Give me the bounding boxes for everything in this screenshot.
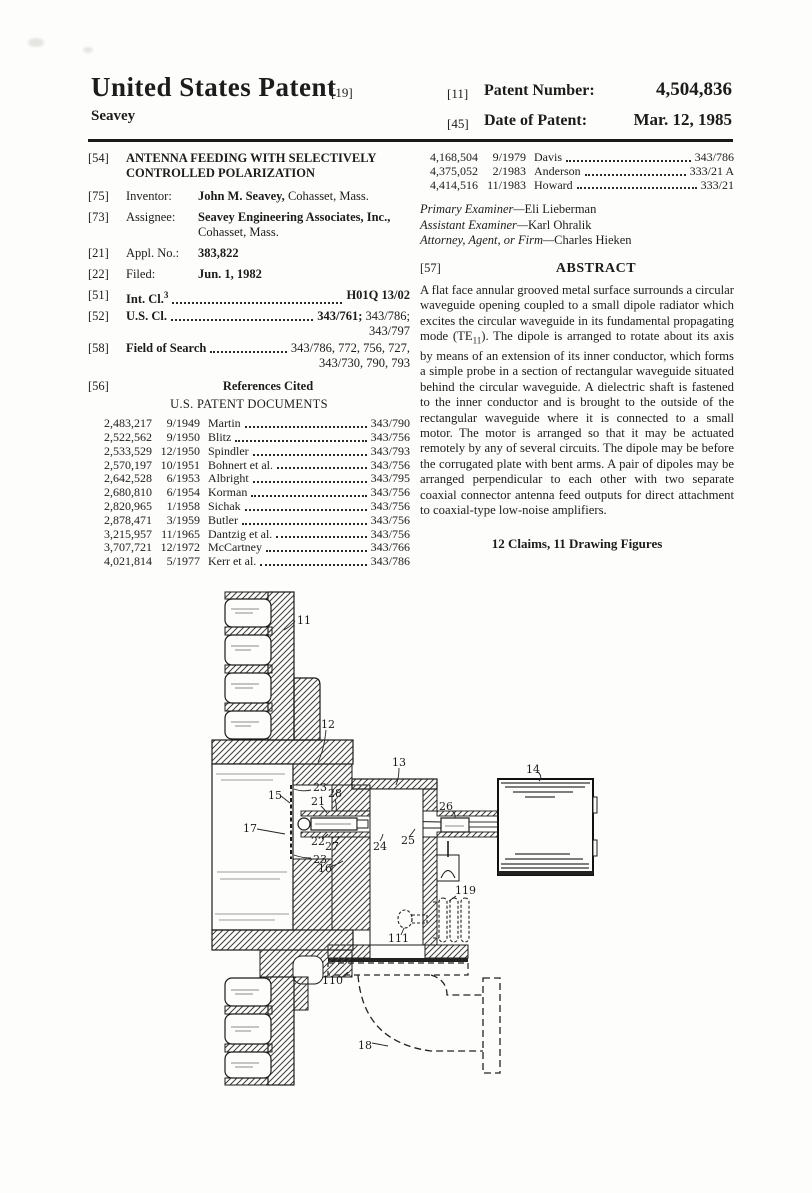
scan-smudge bbox=[83, 47, 93, 53]
us-cl-value-rest: 343/786; bbox=[362, 309, 410, 324]
table-row: 3,707,721 12/1972 McCartney 343/766 bbox=[104, 540, 410, 555]
inventor-surname: Seavey bbox=[91, 108, 136, 124]
ref-numeral-17: 17 bbox=[243, 822, 257, 835]
references-heading-row bbox=[88, 379, 410, 397]
ref-numeral-11: 11 bbox=[297, 614, 311, 627]
spring-coil bbox=[461, 898, 469, 942]
dashed-waveguide-bend bbox=[358, 975, 500, 1073]
us-patent-documents-heading: U.S. PATENT DOCUMENTS bbox=[170, 397, 328, 412]
te-mode-subscript: 11 bbox=[472, 335, 482, 346]
field-tag-45: [45] bbox=[447, 116, 469, 131]
filed-label: Filed: bbox=[126, 267, 156, 281]
primary-examiner: Primary Examiner—Eli Lieberman bbox=[420, 202, 597, 217]
field-tag: [54] bbox=[88, 151, 109, 165]
abstract-text: A flat face annular grooved metal surface surrounds a circular waveguide opening coupled to a small dipole radiator which excites the circular waveguide in its fundamental propagating mode $(TE_{11})$. The dipole is arranged to rotate about its axis by means of an extension of its inner conductor, which forms a simple probe in a section of rectangular waveguide situated behind the circular waveguide. A dielectric shaft is fastened to the inner conductor and is brought to the outside of the rectangular waveguide where it is connected to a small motor. The motor is arranged so that it may be actuated remotely by any of several circuits. The dipole may be before the corrugated plate with bent arms. A pair of dipoles may be arranged perpendicular to each other with two separate coaxial connector antenna feed outputs for direct attachment to coaxial-type low-noise amplifiers. bbox=[420, 282, 734, 518]
patent-date-label: Date of Patent: bbox=[484, 112, 588, 129]
table-row: 2,483,217 9/1949 Martin 343/790 bbox=[104, 416, 410, 431]
int-cl-value: H01Q 13/02 bbox=[346, 288, 410, 302]
table-row: 2,570,197 10/1951 Bohnert et al. 343/756 bbox=[104, 457, 410, 472]
attorney-agent-firm: Attorney, Agent, or Firm—Charles Hieken bbox=[420, 233, 632, 248]
field-tag: [21] bbox=[88, 246, 109, 260]
connector-26 bbox=[441, 818, 469, 832]
ref-numeral-111: 111 bbox=[388, 932, 409, 945]
assignee-label: Assignee: bbox=[126, 210, 176, 224]
table-row: 4,168,504 9/1979 Davis 343/786 bbox=[430, 150, 734, 164]
table-row: 2,533,529 12/1950 Spindler 343/793 bbox=[104, 443, 410, 458]
table-row: 4,021,814 5/1977 Kerr et al. 343/786 bbox=[104, 554, 410, 569]
field-of-search-line2: 343/730, 790, 793 bbox=[319, 356, 410, 371]
assignee-city: Cohasset, Mass. bbox=[198, 225, 279, 239]
table-row: 4,375,052 2/1983 Anderson 333/21 A bbox=[430, 163, 734, 178]
field-tag: [58] bbox=[88, 341, 109, 356]
invention-title-line1: ANTENNA FEEDING WITH SELECTIVELY bbox=[126, 151, 377, 165]
page-title: United States Patent bbox=[91, 72, 337, 102]
ref-numeral-23-bottom: 23 bbox=[313, 853, 327, 866]
abstract-title: ABSTRACT bbox=[555, 260, 637, 276]
dot-leader bbox=[253, 445, 367, 456]
invention-title-row bbox=[88, 151, 410, 181]
patent-drawing-figure bbox=[175, 582, 610, 1097]
patent-date: Mar. 12, 1985 bbox=[633, 110, 732, 129]
field-tag: [57] bbox=[420, 260, 441, 275]
us-cl-value-line2: 343/797 bbox=[369, 324, 410, 339]
field-tag: [52] bbox=[88, 309, 109, 324]
left-column bbox=[88, 151, 410, 569]
ref-numeral-110: 110 bbox=[322, 974, 343, 987]
field-of-search-block bbox=[88, 341, 410, 371]
dot-leader bbox=[171, 309, 313, 321]
dot-leader bbox=[172, 288, 342, 304]
ref-numeral-14: 14 bbox=[526, 763, 540, 776]
patent-number: 4,504,836 bbox=[656, 79, 732, 100]
claims-note: 12 Claims, 11 Drawing Figures bbox=[491, 535, 663, 551]
bearing-box bbox=[437, 855, 459, 881]
field-tag-11: [11] bbox=[447, 86, 469, 101]
ref-numeral-15: 15 bbox=[268, 789, 282, 802]
ref-numeral-26: 26 bbox=[439, 800, 453, 813]
int-cl-label: Int. Cl.$^3$ bbox=[126, 290, 169, 307]
inventor-row bbox=[88, 189, 410, 204]
dot-leader bbox=[251, 486, 366, 497]
ref-numeral-28: 28 bbox=[328, 787, 342, 800]
assignee-row bbox=[88, 210, 410, 240]
ref-numeral-12: 12 bbox=[321, 718, 335, 731]
appl-no-value: 383,822 bbox=[198, 246, 239, 260]
table-row: 2,878,471 3/1959 Butler 343/756 bbox=[104, 512, 410, 527]
ref-numeral-13: 13 bbox=[392, 756, 406, 769]
appl-no-label: Appl. No.: bbox=[126, 246, 180, 260]
motor-box bbox=[498, 779, 597, 875]
dot-leader bbox=[276, 528, 366, 539]
references-table bbox=[88, 417, 410, 569]
field-tag: [56] bbox=[88, 379, 109, 394]
invention-title bbox=[126, 151, 410, 181]
appl-no-row bbox=[88, 246, 410, 261]
us-cl-label: U.S. Cl. bbox=[126, 309, 167, 324]
patent-number-label: Patent Number: bbox=[484, 82, 595, 99]
field-tag: [75] bbox=[88, 189, 109, 203]
field-of-search-line1: 343/786, 772, 756, 727, bbox=[290, 341, 410, 356]
dot-leader bbox=[266, 541, 367, 552]
field-tag: [22] bbox=[88, 267, 109, 281]
motor-coupling-tube bbox=[437, 811, 498, 837]
dot-leader bbox=[585, 165, 686, 176]
abstract-heading-row bbox=[420, 261, 734, 276]
dot-leader bbox=[253, 472, 367, 483]
filed-value: Jun. 1, 1982 bbox=[198, 267, 262, 281]
inventor-city: Cohasset, Mass. bbox=[284, 189, 369, 203]
right-column bbox=[420, 151, 734, 551]
dot-leader bbox=[277, 459, 367, 470]
ref-numeral-16: 16 bbox=[318, 862, 332, 875]
ref-numeral-21: 21 bbox=[311, 795, 325, 808]
dipole-tip bbox=[298, 818, 310, 830]
assistant-examiner: Assistant Examiner—Karl Ohralik bbox=[420, 217, 592, 232]
antenna-feed-cross-section bbox=[175, 582, 610, 1097]
ref-numeral-119: 119 bbox=[455, 884, 476, 897]
corrugated-plate-bottom bbox=[212, 930, 353, 1085]
ref-numeral-27: 27 bbox=[325, 840, 339, 853]
invention-title-line2: CONTROLLED POLARIZATION bbox=[126, 166, 316, 180]
table-row: 4,414,516 11/1983 Howard 333/21 bbox=[430, 177, 734, 192]
title-kind-code: [19] bbox=[331, 85, 353, 100]
ref-numeral-22: 22 bbox=[311, 835, 325, 848]
ref-numeral-18: 18 bbox=[358, 1039, 372, 1052]
int-cl-row bbox=[88, 288, 410, 307]
table-row: 3,215,957 11/1965 Dantzig et al. 343/756 bbox=[104, 526, 410, 541]
references-table-cont bbox=[420, 151, 734, 192]
us-cl-block bbox=[88, 309, 410, 339]
ref-numeral-25: 25 bbox=[401, 834, 415, 847]
field-tag: [73] bbox=[88, 210, 109, 224]
table-row: 2,642,528 6/1953 Albright 343/795 bbox=[104, 471, 410, 486]
table-row: 2,820,965 1/1958 Sichak 343/756 bbox=[104, 498, 410, 513]
dot-leader bbox=[260, 555, 366, 566]
dot-leader bbox=[566, 151, 691, 162]
spring-coil bbox=[450, 898, 458, 942]
filed-row bbox=[88, 267, 410, 282]
ref-numeral-23-top: 23 bbox=[313, 781, 327, 794]
dot-leader bbox=[242, 514, 367, 525]
spring-coil bbox=[439, 898, 447, 942]
header-rule bbox=[88, 139, 733, 142]
inventor-name: John M. Seavey, bbox=[198, 189, 285, 203]
assignee-name: Seavey Engineering Associates, Inc., bbox=[198, 210, 391, 224]
scan-smudge bbox=[28, 38, 44, 47]
dot-leader bbox=[245, 500, 367, 511]
us-cl-value-main: 343/761; bbox=[317, 309, 363, 324]
dot-leader bbox=[577, 179, 697, 190]
ref-numeral-24: 24 bbox=[373, 840, 387, 853]
dot-leader bbox=[235, 431, 366, 442]
dot-leader bbox=[245, 417, 367, 428]
references-cited-heading: References Cited bbox=[222, 379, 314, 394]
inventor-label: Inventor: bbox=[126, 189, 172, 203]
table-row: 2,522,562 9/1950 Blitz 343/756 bbox=[104, 429, 410, 444]
table-row: 2,680,810 6/1954 Korman 343/756 bbox=[104, 485, 410, 500]
int-cl-sup: 3 bbox=[163, 290, 169, 300]
examiners-block bbox=[420, 202, 734, 249]
field-tag: [51] bbox=[88, 288, 109, 302]
field-of-search-label: Field of Search bbox=[126, 341, 207, 356]
dot-leader bbox=[210, 341, 287, 353]
